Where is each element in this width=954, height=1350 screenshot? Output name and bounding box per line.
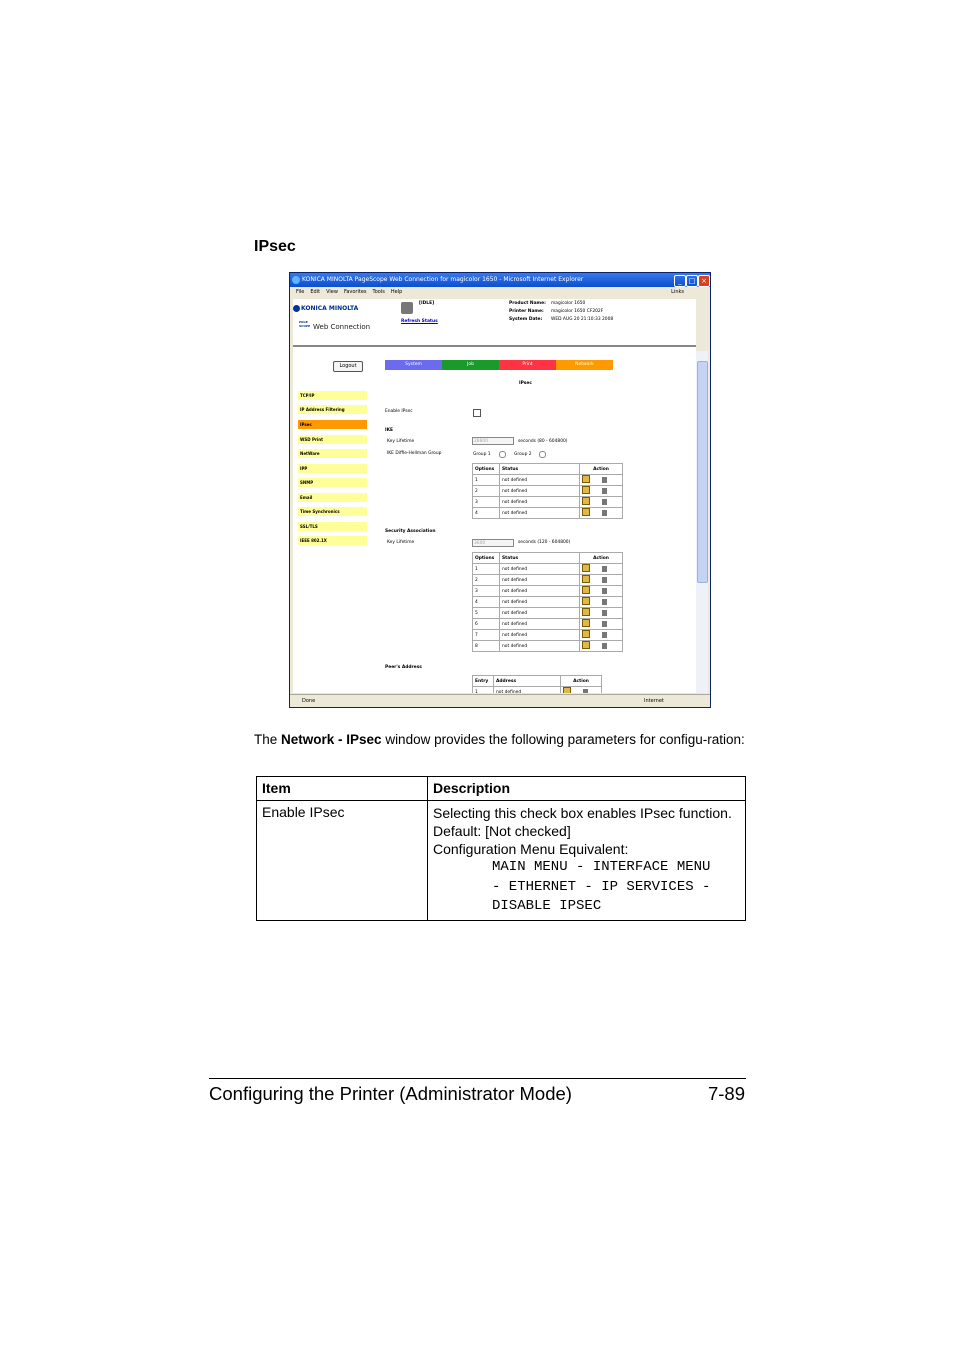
enable-ipsec-checkbox[interactable] xyxy=(473,409,481,417)
edit-icon[interactable] xyxy=(582,486,590,494)
header-divider xyxy=(293,345,696,347)
intro-paragraph xyxy=(254,731,749,749)
edit-icon[interactable] xyxy=(582,508,590,516)
option-number: 6 xyxy=(473,619,500,630)
ike-col-action: Action xyxy=(580,464,623,475)
browser-statusbar xyxy=(290,694,710,708)
konica-minolta-logo-icon xyxy=(293,305,300,312)
peer-col-address: Address xyxy=(494,676,561,687)
menu-view[interactable]: View xyxy=(326,289,338,295)
sa-col-status: Status xyxy=(500,553,580,564)
sa-options-table xyxy=(472,552,623,652)
menu-path-line: - ETHERNET - IP SERVICES - xyxy=(492,878,711,895)
item-enable-ipsec: Enable IPsec xyxy=(257,801,428,921)
tab-job[interactable]: Job xyxy=(442,360,499,370)
description-line: Default: [Not checked] xyxy=(433,823,571,839)
edit-icon[interactable] xyxy=(582,586,590,594)
parameter-table xyxy=(256,776,746,921)
nav-snmp[interactable]: SNMP xyxy=(298,478,367,487)
browser-titlebar xyxy=(290,273,710,287)
trash-icon[interactable] xyxy=(602,632,607,638)
close-icon[interactable]: × xyxy=(698,275,710,287)
nav-netware[interactable]: NetWare xyxy=(298,449,367,458)
edit-icon[interactable] xyxy=(582,475,590,483)
menu-path-line: MAIN MENU - INTERFACE MENU xyxy=(492,859,711,875)
nav-ipsec[interactable]: IPsec xyxy=(298,420,367,429)
ike-options-table xyxy=(472,463,623,519)
menu-file[interactable]: File xyxy=(296,289,305,295)
option-number: 4 xyxy=(473,597,500,608)
col-description: Description xyxy=(428,777,746,801)
option-status: not defined xyxy=(500,575,580,586)
ike-group1-label: Group 1 xyxy=(473,452,491,457)
peer-col-entry: Entry xyxy=(473,676,494,687)
option-number: 8 xyxy=(473,641,500,652)
printer-icon xyxy=(401,302,413,314)
nav-ip-address-filtering[interactable]: IP Address Filtering xyxy=(298,405,367,414)
menu-path-line: DISABLE IPSEC xyxy=(492,898,602,914)
table-row xyxy=(473,608,623,619)
intro-post: window provides the following parameters for configu-ration: xyxy=(381,732,745,747)
product-name: magicolor 1650 xyxy=(551,301,586,306)
links-label[interactable]: Links xyxy=(671,289,684,295)
table-row xyxy=(473,687,602,694)
section-heading: IPsec xyxy=(254,238,296,255)
peer-heading: Peer's Address xyxy=(385,665,422,670)
printer-status: [IDLE] xyxy=(419,301,435,306)
sa-key-lifetime-input[interactable]: 3600 xyxy=(472,539,514,547)
option-status: not defined xyxy=(500,608,580,619)
ike-heading: IKE xyxy=(385,428,394,433)
option-status: not defined xyxy=(500,641,580,652)
description-cell xyxy=(428,801,746,921)
trash-icon[interactable] xyxy=(602,577,607,583)
trash-icon[interactable] xyxy=(602,566,607,572)
sa-heading: Security Association xyxy=(385,529,436,534)
edit-icon[interactable] xyxy=(582,497,590,505)
pagescope-mark: PAGE SCOPE xyxy=(299,320,311,328)
trash-icon[interactable] xyxy=(583,689,588,693)
printer-name: magicolor 1650 CF202F xyxy=(551,309,604,314)
nav-ieee-8021x[interactable]: IEEE 802.1X xyxy=(298,536,367,545)
ike-col-status: Status xyxy=(500,464,580,475)
option-number: 3 xyxy=(473,586,500,597)
nav-time-synchronics[interactable]: Time Synchronics xyxy=(298,507,367,516)
trash-icon[interactable] xyxy=(602,510,607,516)
option-number: 5 xyxy=(473,608,500,619)
tab-network[interactable]: Network xyxy=(556,360,613,370)
option-number: 2 xyxy=(473,486,500,497)
table-row xyxy=(473,475,623,486)
menu-help[interactable]: Help xyxy=(390,289,403,295)
ike-group2-radio[interactable] xyxy=(539,451,546,458)
edit-icon[interactable] xyxy=(563,687,571,693)
browser-title: KONICA MINOLTA PageScope Web Connection for magicolor 1650 - Microsoft Internet Explorer xyxy=(302,276,584,283)
page-viewport xyxy=(293,299,696,693)
trash-icon[interactable] xyxy=(602,588,607,594)
product-logo: Web Connection xyxy=(313,323,371,331)
sa-key-lifetime-label: Key Lifetime xyxy=(387,540,415,545)
table-row xyxy=(473,497,623,508)
sa-col-options: Options xyxy=(473,553,500,564)
minimize-icon[interactable]: _ xyxy=(674,275,686,287)
logout-button[interactable]: Logout xyxy=(333,361,363,372)
trash-icon[interactable] xyxy=(602,643,607,649)
footer-divider xyxy=(209,1078,746,1079)
nav-ipp[interactable]: IPP xyxy=(298,464,367,473)
nav-ssl-tls[interactable]: SSL/TLS xyxy=(298,522,367,531)
ike-key-lifetime-label: Key Lifetime xyxy=(387,439,415,444)
option-status: not defined xyxy=(500,497,580,508)
brand-logo: KONICA MINOLTA xyxy=(301,305,359,312)
edit-icon[interactable] xyxy=(582,575,590,583)
table-row xyxy=(473,564,623,575)
option-status: not defined xyxy=(500,586,580,597)
menu-edit[interactable]: Edit xyxy=(310,289,321,295)
edit-icon[interactable] xyxy=(582,608,590,616)
intro-bold: Network - IPsec xyxy=(281,732,382,747)
col-item: Item xyxy=(257,777,428,801)
table-row xyxy=(473,619,623,630)
table-row xyxy=(473,508,623,519)
peer-col-action: Action xyxy=(561,676,602,687)
maximize-icon[interactable]: □ xyxy=(686,275,698,287)
edit-icon[interactable] xyxy=(582,641,590,649)
footer-title: Configuring the Printer (Administrator Mode) xyxy=(209,1083,572,1104)
peer-address: not defined xyxy=(494,687,561,694)
ike-group2-label: Group 2 xyxy=(514,452,532,457)
option-status: not defined xyxy=(500,597,580,608)
system-date: WED AUG 20 21:10:33 2008 xyxy=(551,317,614,322)
option-number: 4 xyxy=(473,508,500,519)
nav-email[interactable]: Email xyxy=(298,493,367,502)
nav-wsd-print[interactable]: WSD Print xyxy=(298,435,367,444)
option-number: 2 xyxy=(473,575,500,586)
peer-entry-number: 1 xyxy=(473,687,494,694)
menu-tools[interactable]: Tools xyxy=(372,289,385,295)
ike-key-lifetime-range: seconds (80 - 604800) xyxy=(518,439,568,444)
trash-icon[interactable] xyxy=(602,499,607,505)
tab-print[interactable]: Print xyxy=(499,360,556,370)
menubar xyxy=(290,287,710,298)
trash-icon[interactable] xyxy=(602,610,607,616)
edit-icon[interactable] xyxy=(582,564,590,572)
browser-screenshot xyxy=(289,272,711,708)
table-row xyxy=(473,641,623,652)
trash-icon[interactable] xyxy=(602,621,607,627)
table-row xyxy=(473,486,623,497)
nav-tcpip[interactable]: TCP/IP xyxy=(298,391,367,400)
option-number: 1 xyxy=(473,475,500,486)
description-line: Configuration Menu Equivalent: xyxy=(433,841,629,857)
option-status: not defined xyxy=(500,630,580,641)
ike-dh-label: IKE Diffie-Hellman Group xyxy=(387,451,442,456)
enable-ipsec-label: Enable IPsec xyxy=(385,409,413,414)
option-number: 3 xyxy=(473,497,500,508)
scroll-thumb[interactable] xyxy=(697,361,708,583)
option-status: not defined xyxy=(500,508,580,519)
ike-group1-radio[interactable] xyxy=(499,451,506,458)
option-status: not defined xyxy=(500,486,580,497)
product-name-label: Product Name: xyxy=(509,301,546,306)
option-status: not defined xyxy=(500,475,580,486)
sa-key-lifetime-range: seconds (120 - 604800) xyxy=(518,540,571,545)
ike-key-lifetime-input[interactable]: 28800 xyxy=(472,437,514,445)
description-line: Selecting this check box enables IPsec function. xyxy=(433,805,732,821)
edit-icon[interactable] xyxy=(582,597,590,605)
option-number: 1 xyxy=(473,564,500,575)
ike-col-options: Options xyxy=(473,464,500,475)
table-row xyxy=(473,597,623,608)
refresh-status-link[interactable]: Refresh Status xyxy=(401,319,438,324)
option-status: not defined xyxy=(500,564,580,575)
peer-address-table xyxy=(472,675,602,693)
printer-name-label: Printer Name: xyxy=(509,309,544,314)
trash-icon[interactable] xyxy=(602,488,607,494)
system-date-label: System Date: xyxy=(509,317,543,322)
trash-icon[interactable] xyxy=(602,599,607,605)
menu-favorites[interactable]: Favorites xyxy=(343,289,367,295)
intro-pre: The xyxy=(254,732,282,747)
vertical-scrollbar[interactable] xyxy=(696,351,708,693)
ie-icon xyxy=(292,276,300,284)
page-title: IPsec xyxy=(519,381,532,386)
status-done: Done xyxy=(302,698,316,704)
table-row xyxy=(473,575,623,586)
edit-icon[interactable] xyxy=(582,630,590,638)
option-number: 7 xyxy=(473,630,500,641)
table-row xyxy=(473,630,623,641)
option-status: not defined xyxy=(500,619,580,630)
edit-icon[interactable] xyxy=(582,619,590,627)
status-zone: Internet xyxy=(644,698,664,704)
sa-col-action: Action xyxy=(580,553,623,564)
table-row xyxy=(257,801,746,921)
page-number: 7-89 xyxy=(707,1083,745,1104)
tab-system[interactable]: System xyxy=(385,360,442,370)
table-row xyxy=(473,586,623,597)
trash-icon[interactable] xyxy=(602,477,607,483)
